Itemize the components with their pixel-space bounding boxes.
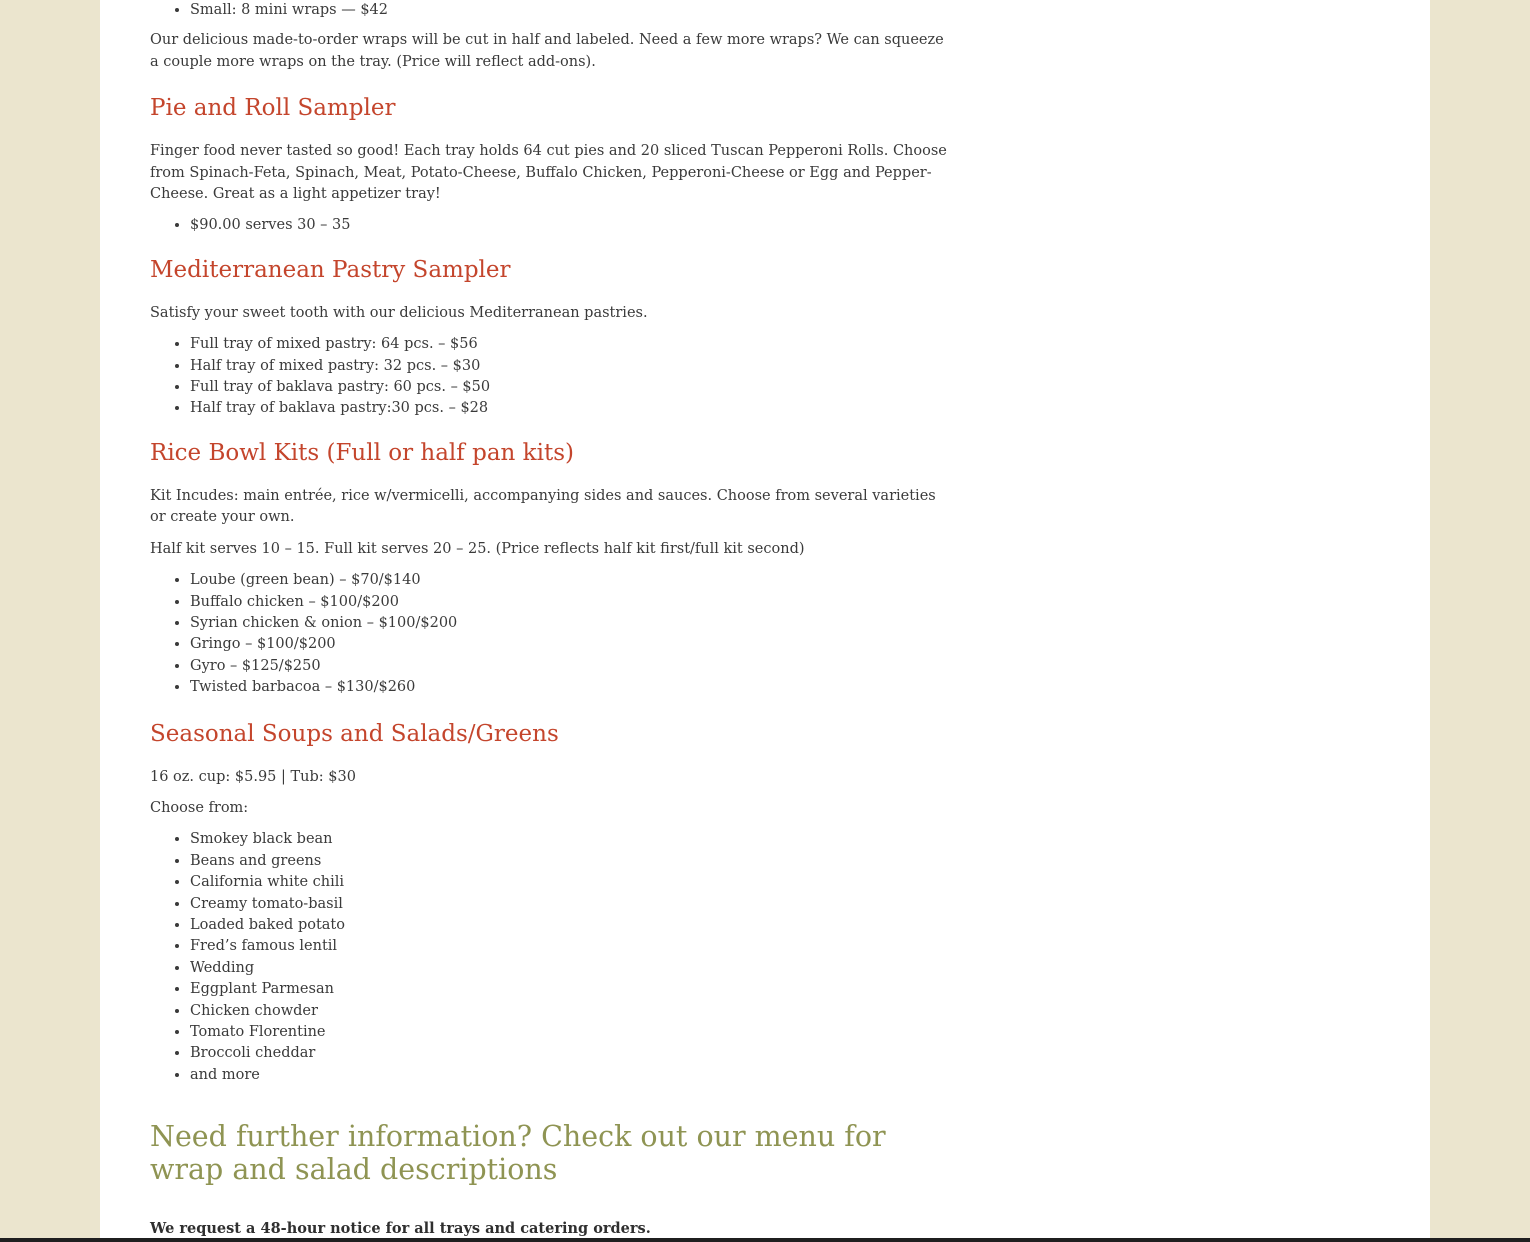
bottom-divider xyxy=(0,1238,1530,1242)
section-title-rice-bowl: Rice Bowl Kits (Full or half pan kits) xyxy=(150,439,574,466)
list-item: • Chicken chowder xyxy=(190,1001,950,1022)
list-item: • Small: 8 mini wraps — $42 xyxy=(190,0,950,21)
section-title-pie-roll: Pie and Roll Sampler xyxy=(150,95,396,122)
pie-roll-description: Finger food never tasted so good! Each tray holds 64 cut pies and 20 sliced Tuscan Pepperoni Rolls. Choose from Spinach-Feta, Spinach, Meat, Potato-Cheese, Buffalo Chicken, Pepperoni-Cheese or Egg and Pepper-Cheese. Great as a light appetizer tray! xyxy=(150,143,947,203)
list-item: • Smokey black bean xyxy=(190,829,950,850)
list-item: • Gyro – $125/$250 xyxy=(190,656,950,677)
pastry-description: Satisfy your sweet tooth with our delicious Mediterranean pastries. xyxy=(150,304,648,321)
list-item: • Syrian chicken & onion – $100/$200 xyxy=(190,613,950,634)
main-content xyxy=(150,0,950,1240)
list-item: • Fred’s famous lentil xyxy=(190,936,950,957)
list-item: • California white chili xyxy=(190,872,950,893)
list-item: • Full tray of baklava pastry: 60 pcs. – $50 xyxy=(190,377,950,398)
list-item: • Half tray of mixed pastry: 32 pcs. – $30 xyxy=(190,356,950,377)
list-item: • Twisted barbacoa – $130/$260 xyxy=(190,677,950,698)
list-item: • Full tray of mixed pastry: 64 pcs. – $56 xyxy=(190,334,950,355)
soups-pricing: 16 oz. cup: $5.95 | Tub: $30 xyxy=(150,768,356,785)
pastry-list xyxy=(150,334,950,420)
list-item: • Creamy tomato-basil xyxy=(190,894,950,915)
list-item: • $90.00 serves 30 – 35 xyxy=(190,215,950,236)
list-item: • Wedding xyxy=(190,958,950,979)
soups-choose-label: Choose from: xyxy=(150,799,249,816)
list-item: • Tomato Florentine xyxy=(190,1022,950,1043)
section-title-soups: Seasonal Soups and Salads/Greens xyxy=(150,720,559,747)
wraps-description: Our delicious made-to-order wraps will be cut in half and labeled. Need a few more wraps? We can squeeze a couple more wraps on the tray. (Price will reflect add-ons). xyxy=(150,32,944,70)
rice-bowl-serving-note: Half kit serves 10 – 15. Full kit serves 20 – 25. (Price reflects half kit first/full kit second) xyxy=(150,540,805,557)
list-item: • Loaded baked potato xyxy=(190,915,950,936)
pie-roll-list xyxy=(150,215,950,236)
list-item: • Beans and greens xyxy=(190,851,950,872)
section-title-pastry: Mediterranean Pastry Sampler xyxy=(150,256,511,283)
soups-list xyxy=(150,829,950,1086)
wraps-list xyxy=(150,0,950,21)
list-item: • Loube (green bean) – $70/$140 xyxy=(190,570,950,591)
list-item: • Eggplant Parmesan xyxy=(190,979,950,1000)
content-page xyxy=(100,0,1430,1238)
catering-notice: We request a 48-hour notice for all trays and catering orders. xyxy=(150,1220,651,1238)
list-item: • Broccoli cheddar xyxy=(190,1043,950,1064)
list-item: • Buffalo chicken – $100/$200 xyxy=(190,592,950,613)
info-heading: Need further information? Check out our menu for wrap and salad descriptions xyxy=(150,1120,886,1187)
rice-bowl-list xyxy=(150,570,950,698)
list-item: • and more xyxy=(190,1065,950,1086)
list-item: • Gringo – $100/$200 xyxy=(190,634,950,655)
rice-bowl-description: Kit Incudes: main entrée, rice w/vermicelli, accompanying sides and sauces. Choose from several varieties or create your own. xyxy=(150,487,936,526)
list-item: • Half tray of baklava pastry:30 pcs. – $28 xyxy=(190,398,950,419)
